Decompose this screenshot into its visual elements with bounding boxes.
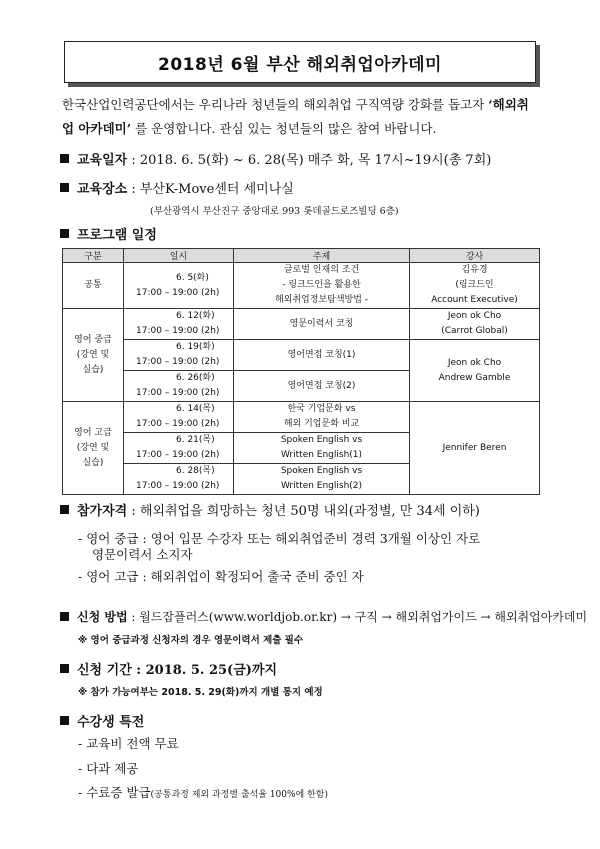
edu-date-label: 교육일자 — [77, 153, 128, 168]
apply-period-section — [60, 659, 277, 678]
date-text: 6. 28(목) — [176, 466, 215, 476]
table-row — [63, 402, 540, 433]
instructor-line: (링크드인 — [455, 280, 494, 290]
topic-line: 해외 기업문화 비교 — [283, 419, 360, 429]
date-cell — [124, 433, 234, 464]
instructor-cell — [410, 340, 540, 402]
instructor-line: Account Executive) — [431, 295, 518, 305]
date-cell — [124, 371, 234, 402]
header-datetime: 일시 — [124, 249, 234, 263]
apply-method-note: ※ 영어 중급과정 신청자의 경우 영문이력서 제출 필수 — [78, 635, 304, 646]
qualification-item: - 영어 중급 : 영어 입문 수강자 또는 해외취업준비 경력 3개월 이상인 자로 — [78, 531, 481, 546]
instructor-line: Jeon ok Cho — [447, 311, 502, 321]
program-section — [60, 224, 157, 243]
topic-line: 해외취업정보탐색방법 - — [274, 295, 369, 305]
square-bullet-icon — [60, 716, 69, 725]
apply-period-value: : 2018. 5. 25(금)까지 — [131, 663, 278, 678]
table-header-row — [63, 249, 540, 263]
qualification-item: 영문이력서 소지자 — [92, 547, 193, 562]
program-label: 프로그램 일정 — [77, 228, 157, 243]
category-line: (강연 및 — [76, 442, 110, 453]
date-cell — [124, 309, 234, 340]
time-text: 17:00 – 19:00 (2h) — [136, 287, 220, 298]
square-bullet-icon — [60, 229, 69, 238]
category-line: 영어 중급 — [74, 334, 112, 345]
square-bullet-icon — [60, 612, 69, 621]
apply-period-note: ※ 참가 가능여부는 2018. 5. 29(화)까지 개별 통지 예정 — [78, 687, 323, 698]
header-instructor: 강사 — [410, 249, 540, 263]
apply-method-section — [60, 608, 587, 625]
topic-line: 글로벌 인재의 조건 — [283, 265, 360, 275]
square-bullet-icon — [60, 664, 69, 673]
date-text: 6. 21(목) — [176, 435, 215, 445]
date-text: 6. 14(목) — [176, 404, 215, 414]
category-mid — [63, 309, 124, 402]
page-title: 2018년 6월 부산 해외취업아카데미 — [158, 54, 442, 75]
intro-line1: 한국산업인력공단에서는 우리나라 청년들의 해외취업 구직역량 강화를 돕고자 — [62, 97, 489, 112]
header-topic: 주제 — [234, 249, 410, 263]
topic-cell — [234, 402, 410, 433]
square-bullet-icon — [60, 154, 69, 163]
time-text: 17:00 – 19:00 (2h) — [136, 481, 220, 491]
category-common: 공통 — [63, 263, 124, 309]
topic-cell: 영어면접 코칭(1) — [234, 340, 410, 371]
table-row — [63, 309, 540, 340]
time-text: 17:00 – 19:00 (2h) — [136, 450, 220, 460]
topic-line: Written English(2) — [280, 481, 363, 491]
qualification-section — [60, 500, 480, 519]
title-box — [64, 41, 536, 83]
date-text: 6. 19(화) — [176, 342, 215, 352]
date-text: 6. 12(화) — [176, 311, 215, 321]
benefit-cert: - 수료증 발급 — [78, 785, 151, 800]
edu-address: (부산광역시 부산진구 중앙대로 993 롯데골드로즈빌딩 6층) — [150, 206, 399, 217]
edu-place-section — [60, 178, 294, 197]
intro-text — [62, 93, 552, 141]
date-cell — [124, 402, 234, 433]
benefit-item: - 교육비 전액 무료 — [78, 736, 179, 751]
date-text: 6. 5(화) — [176, 272, 209, 283]
edu-date-section — [60, 149, 491, 168]
topic-cell: 영어면접 코칭(2) — [234, 371, 410, 402]
topic-line: Written English(1) — [280, 450, 363, 460]
topic-cell: 영문이력서 코칭 — [234, 309, 410, 340]
category-adv — [63, 402, 124, 495]
category-line: (강연 및 — [76, 349, 110, 360]
intro-em1: ‘해외취 — [488, 97, 529, 112]
program-table — [62, 248, 540, 495]
date-cell — [124, 263, 234, 309]
category-line: 영어 고급 — [74, 427, 112, 438]
qualification-label: 참가자격 — [77, 504, 128, 519]
benefits-label: 수강생 특전 — [77, 715, 145, 730]
time-text: 17:00 – 19:00 (2h) — [136, 357, 220, 367]
benefits-section — [60, 711, 144, 730]
category-line: 실습) — [82, 457, 104, 468]
date-text: 6. 26(화) — [176, 373, 215, 383]
qualification-item: - 영어 고급 : 해외취업이 확정되어 출국 준비 중인 자 — [78, 569, 364, 584]
instructor-line: Jeon ok Cho — [447, 357, 502, 368]
instructor-line: (Carrot Global) — [441, 326, 508, 336]
apply-method-value: : 월드잡플러스(www.worldjob.or.kr) → 구직 → 해외취업가이드 → 해외취업아카데미 — [127, 610, 588, 624]
apply-period-label: 신청 기간 — [77, 663, 132, 678]
topic-line: Spoken English vs — [280, 466, 363, 476]
topic-line: 한국 기업문화 vs — [287, 404, 356, 414]
instructor-line: 김유경 — [461, 265, 488, 275]
table-row — [63, 340, 540, 371]
benefit-cert-note: (공통과정 제외 과정별 출석율 100%에 한함) — [150, 790, 329, 800]
topic-cell — [234, 263, 410, 309]
edu-place-label: 교육장소 — [77, 182, 128, 197]
qualification-value: : 해외취업을 희망하는 청년 50명 내외(과정별, 만 34세 이하) — [127, 504, 480, 519]
topic-line: - 링크드인을 활용한 — [282, 280, 361, 290]
edu-date-value: : 2018. 6. 5(화) ~ 6. 28(목) 매주 화, 목 17시~19시(총 7회) — [127, 153, 492, 168]
square-bullet-icon — [60, 505, 69, 514]
benefit-item: - 다과 제공 — [78, 761, 139, 776]
date-cell — [124, 464, 234, 495]
time-text: 17:00 – 19:00 (2h) — [136, 388, 220, 398]
topic-cell — [234, 464, 410, 495]
instructor-line: Andrew Gamble — [438, 372, 511, 383]
intro-em2: 업 아카데미’ — [62, 121, 132, 136]
category-line: 실습) — [82, 364, 104, 375]
time-text: 17:00 – 19:00 (2h) — [136, 419, 220, 429]
topic-line: Spoken English vs — [280, 435, 363, 445]
intro-line2: 를 운영합니다. 관심 있는 청년들의 많은 참여 바랍니다. — [131, 121, 437, 136]
edu-place-value: : 부산K-Move센터 세미나실 — [127, 182, 294, 197]
instructor-cell — [410, 309, 540, 340]
date-cell — [124, 340, 234, 371]
table-row — [63, 263, 540, 309]
time-text: 17:00 – 19:00 (2h) — [136, 326, 220, 336]
header-category: 구분 — [63, 249, 124, 263]
instructor-cell: Jennifer Beren — [410, 402, 540, 495]
apply-method-label: 신청 방법 — [77, 610, 128, 624]
instructor-cell — [410, 263, 540, 309]
topic-cell — [234, 433, 410, 464]
square-bullet-icon — [60, 183, 69, 192]
benefit-item — [78, 784, 328, 804]
